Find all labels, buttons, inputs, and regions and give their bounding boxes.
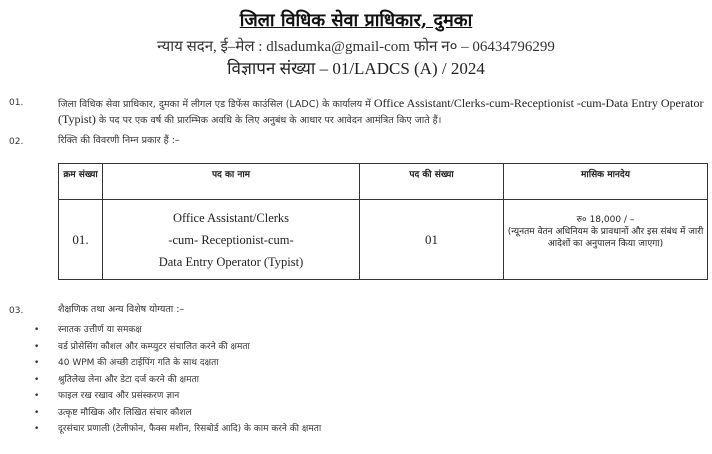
bullet-icon: •: [34, 341, 40, 352]
list-item: [34, 388, 321, 405]
pay-amount: रु० 18,000 / –: [576, 215, 635, 225]
bullet-icon: •: [34, 358, 40, 368]
qualification-text: उत्कृष्ट मौखिक और लिखित संचार कौशल: [58, 407, 192, 418]
section-number-03: 03.: [9, 306, 24, 316]
cell-serial-number: 01.: [59, 200, 103, 280]
header-post-name: पद का नाम: [103, 164, 360, 200]
list-item: [34, 421, 321, 438]
qualification-text: फाइल रख रखाव और प्रसंस्करण ज्ञान: [58, 391, 180, 401]
bullet-icon: •: [34, 391, 40, 401]
vacancy-table: [58, 163, 708, 280]
section-01-text-part2: के पद पर एक वर्ष की प्रारम्भिक अवधि के लिए अनुबंध के आधार पर आवेदन आमंत्रित किए जाते हैं।: [95, 115, 442, 126]
cell-monthly-honorarium: [504, 200, 708, 280]
header-post-count: पद की संख्या: [360, 164, 504, 200]
section-01-text: [58, 96, 706, 128]
qualification-text: दूरसंचार प्रणाली (टेलीफोन, फैक्स मशीन, रिसबोर्ड आदि) के काम करने की क्षमता: [58, 424, 322, 434]
qualification-text: 40 WPM की अच्छी टाईपिंग गति के साथ दक्षता: [58, 358, 219, 368]
section-03-text: शैक्षणिक तथा अन्य विशेष योग्यता :–: [58, 304, 185, 315]
section-02-text: रिक्ति की विवरणी निम्न प्रकार हैं :–: [58, 135, 180, 146]
table-header-row: [59, 164, 708, 200]
list-item: [34, 355, 321, 372]
bullet-icon: •: [34, 407, 40, 418]
post-name-line-1: Office Assistant/Clerks: [172, 210, 290, 225]
cell-post-name: [103, 200, 360, 280]
advertisement-number: विज्ञापन संख्या – 01/LADCS (A) / 2024: [227, 59, 485, 78]
qualifications-list: [34, 322, 321, 438]
list-item: [34, 339, 321, 356]
bullet-icon: •: [34, 424, 40, 434]
section-number-01: 01.: [9, 98, 24, 108]
header-serial-number: क्रम संख्या: [59, 164, 103, 200]
section-01-text-part1: जिला विधिक सेवा प्राधिकार, दुमका में लीगल एड डिफेंस काउंसिल (LADC) के कार्यालय में: [58, 99, 374, 110]
section-number-02: 02.: [9, 137, 24, 147]
qualification-text: श्रुतिलेख लेना और डेटा दर्ज करने की क्षमता: [58, 374, 199, 385]
list-item: [34, 405, 321, 422]
qualification-text: स्नातक उत्तीर्ण या समकक्ष: [58, 325, 142, 335]
list-item: [34, 372, 321, 389]
bullet-icon: •: [34, 325, 40, 335]
page-title: जिला विधिक सेवा प्राधिकार, दुमका: [239, 10, 473, 31]
bullet-icon: •: [34, 374, 40, 385]
address-contact-line: न्याय सदन, ई–मेल : dlsadumka@gmail-com फोन न० – 06434796299: [157, 39, 555, 55]
header-monthly-honorarium: मासिक मानदेय: [504, 164, 708, 200]
qualification-text: वर्ड प्रोसेसिंग कौशल और कम्प्युटर संचालित करने की क्षमता: [58, 341, 250, 352]
pay-note: (न्यूनतम वेतन अधिनियम के प्रावधानों और इस संबंध में जारी आदेशों का अनुपालन किया जाएगा): [507, 227, 704, 249]
list-item: [34, 322, 321, 339]
table-row: [59, 200, 708, 280]
cell-post-count: 01: [360, 200, 504, 280]
post-name-line-2: -cum- Receptionist-cum-: [168, 232, 294, 247]
post-name-line-3: Data Entry Operator (Typist): [158, 254, 304, 269]
section-01-post-name: Office Assistant/Clerks-cum-Receptionist -cum-Data Entry Operator (Typist): [58, 96, 704, 126]
